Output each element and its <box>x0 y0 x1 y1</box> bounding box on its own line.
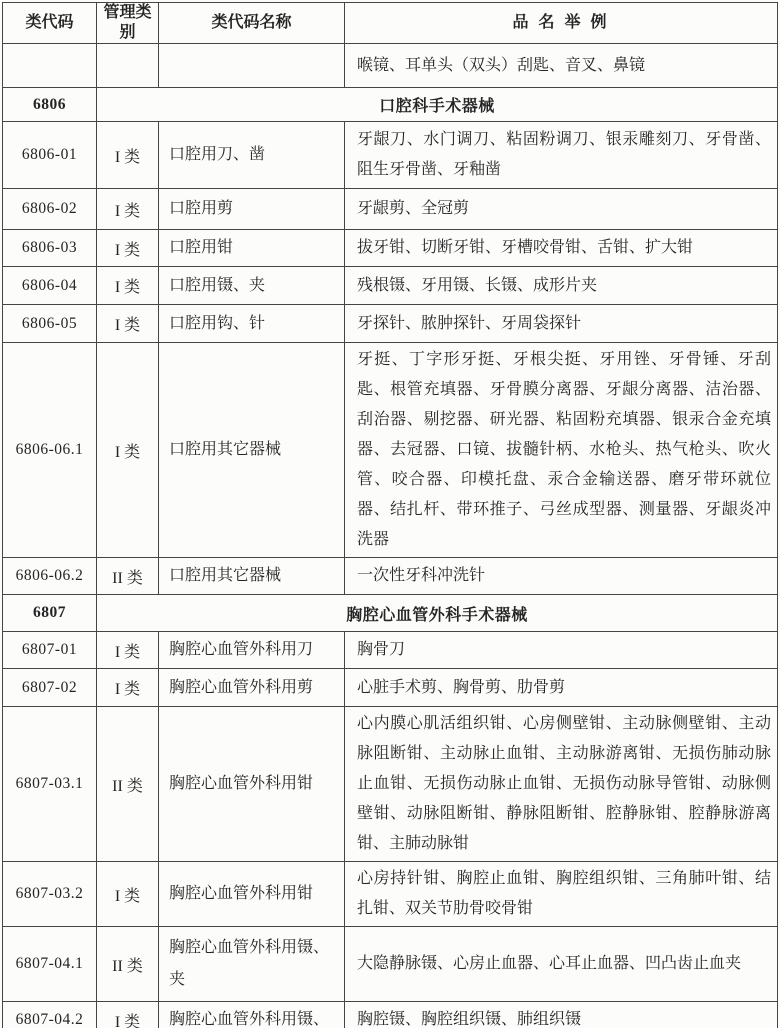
cell-examples: 一次性牙科冲洗针 <box>345 558 778 595</box>
cell-name: 口腔用其它器械 <box>159 558 345 595</box>
cell-category: I 类 <box>97 267 159 305</box>
cell-code: 6806-01 <box>3 122 97 189</box>
cell-category <box>97 44 159 88</box>
cell-name: 口腔用刀、凿 <box>159 122 345 189</box>
cell-category: I 类 <box>97 669 159 707</box>
cell-code: 6807-04.2 <box>3 1002 97 1028</box>
cell-code: 6806-06.2 <box>3 558 97 595</box>
header-row <box>3 3 778 44</box>
cell-category: I 类 <box>97 632 159 669</box>
cell-name: 口腔用剪 <box>159 189 345 230</box>
section-title: 胸腔心血管外科手术器械 <box>97 595 778 632</box>
table-row <box>3 122 778 189</box>
cell-name: 胸腔心血管外科用钳 <box>159 707 345 862</box>
cell-name: 胸腔心血管外科用刀 <box>159 632 345 669</box>
column-header-name: 类代码名称 <box>159 3 345 44</box>
table-row <box>3 558 778 595</box>
table-body <box>3 44 778 1028</box>
cell-name: 口腔用镊、夹 <box>159 267 345 305</box>
cell-examples: 残根镊、牙用镊、长镊、成形片夹 <box>345 267 778 305</box>
cell-code <box>3 44 97 88</box>
table-row <box>3 632 778 669</box>
section-title: 口腔科手术器械 <box>97 88 778 122</box>
cell-name: 胸腔心血管外科用镊、 <box>159 1002 345 1028</box>
table-row <box>3 595 778 632</box>
cell-category: I 类 <box>97 122 159 189</box>
cell-category: I 类 <box>97 862 159 927</box>
cell-code: 6807-03.1 <box>3 707 97 862</box>
table-row <box>3 88 778 122</box>
column-header-category: 管理类别 <box>97 3 159 44</box>
cell-code: 6807-03.2 <box>3 862 97 927</box>
cell-code: 6807-02 <box>3 669 97 707</box>
cell-name: 口腔用钳 <box>159 230 345 267</box>
cell-examples: 牙探针、脓肿探针、牙周袋探针 <box>345 305 778 343</box>
table-row <box>3 44 778 88</box>
cell-examples: 大隐静脉镊、心房止血器、心耳止血器、凹凸齿止血夹 <box>345 927 778 1002</box>
table-row <box>3 230 778 267</box>
table-row <box>3 189 778 230</box>
cell-category: I 类 <box>97 1002 159 1028</box>
table-row <box>3 862 778 927</box>
section-code: 6807 <box>3 595 97 632</box>
cell-category: II 类 <box>97 558 159 595</box>
cell-name <box>159 44 345 88</box>
cell-name: 胸腔心血管外科用镊、夹 <box>159 927 345 1002</box>
cell-examples: 心内膜心肌活组织钳、心房侧壁钳、主动脉侧壁钳、主动脉阻断钳、主动脉止血钳、主动脉游离钳、无损伤肺动脉止血钳、无损伤动脉止血钳、无损伤动脉导管钳、动脉侧壁钳、动脉阻断钳、静脉阻断钳、腔静脉钳、腔静脉游离钳、主肺动脉钳 <box>345 707 778 862</box>
cell-code: 6806-02 <box>3 189 97 230</box>
cell-examples: 心脏手术剪、胸骨剪、肋骨剪 <box>345 669 778 707</box>
cell-name: 口腔用其它器械 <box>159 343 345 558</box>
cell-code: 6807-01 <box>3 632 97 669</box>
cell-name: 胸腔心血管外科用钳 <box>159 862 345 927</box>
cell-examples: 牙挺、丁字形牙挺、牙根尖挺、牙用锉、牙骨锤、牙刮匙、根管充填器、牙骨膜分离器、牙龈分离器、洁治器、刮治器、剔挖器、研光器、粘固粉充填器、银汞合金充填器、去冠器、口镜、拔髓针柄、水枪头、热气枪头、吹火管、咬合器、印模托盘、汞合金输送器、磨牙带环就位器、结扎杆、带环推子、弓丝成型器、测量器、牙龈炎冲洗器 <box>345 343 778 558</box>
table-row <box>3 1002 778 1028</box>
column-header-code: 类代码 <box>3 3 97 44</box>
table-row <box>3 305 778 343</box>
cell-code: 6806-04 <box>3 267 97 305</box>
cell-code: 6807-04.1 <box>3 927 97 1002</box>
cell-category: II 类 <box>97 707 159 862</box>
cell-examples: 牙龈剪、全冠剪 <box>345 189 778 230</box>
cell-code: 6806-06.1 <box>3 343 97 558</box>
cell-code: 6806-05 <box>3 305 97 343</box>
cell-examples: 心房持针钳、胸腔止血钳、胸腔组织钳、三角肺叶钳、结扎钳、双关节肋骨咬骨钳 <box>345 862 778 927</box>
table-row <box>3 707 778 862</box>
device-classification-table <box>2 2 778 1028</box>
cell-name: 胸腔心血管外科用剪 <box>159 669 345 707</box>
cell-code: 6806-03 <box>3 230 97 267</box>
table-row <box>3 267 778 305</box>
table-row <box>3 927 778 1002</box>
cell-examples: 拔牙钳、切断牙钳、牙槽咬骨钳、舌钳、扩大钳 <box>345 230 778 267</box>
cell-category: I 类 <box>97 305 159 343</box>
cell-category: I 类 <box>97 343 159 558</box>
table-row <box>3 343 778 558</box>
section-code: 6806 <box>3 88 97 122</box>
cell-category: I 类 <box>97 230 159 267</box>
cell-category: I 类 <box>97 189 159 230</box>
cell-category: II 类 <box>97 927 159 1002</box>
table-row <box>3 669 778 707</box>
column-header-examples: 品 名 举 例 <box>345 3 778 44</box>
cell-name: 口腔用钩、针 <box>159 305 345 343</box>
cell-examples: 胸骨刀 <box>345 632 778 669</box>
cell-examples: 胸腔镊、胸腔组织镊、肺组织镊 <box>345 1002 778 1028</box>
cell-examples: 牙龈刀、水门调刀、粘固粉调刀、银汞雕刻刀、牙骨凿、阻生牙骨凿、牙釉凿 <box>345 122 778 189</box>
cell-examples: 喉镜、耳单头（双头）刮匙、音叉、鼻镜 <box>345 44 778 88</box>
